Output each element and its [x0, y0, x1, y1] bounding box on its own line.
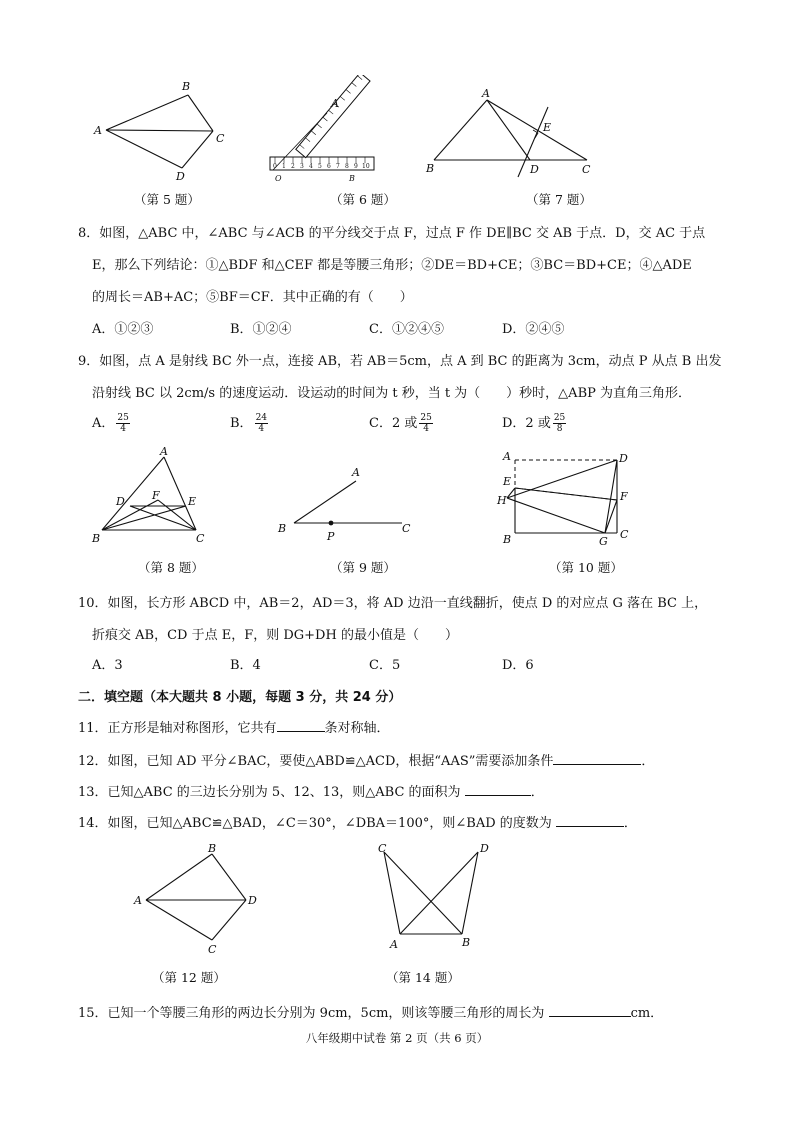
label-D: D [116, 495, 125, 508]
label-C: C [402, 522, 411, 535]
label-C: C [216, 132, 225, 145]
label-B: B [349, 174, 355, 183]
q10-option-d: D．6 [502, 658, 534, 673]
label-H: H [497, 494, 507, 507]
q9-line1: 9．如图，点 A 是射线 BC 外一点，连接 AB，若 AB＝5cm，点 A 到 BC 的距离为 3cm，动点 P 从点 B 出发 [78, 354, 722, 369]
figure-q10 [495, 448, 635, 548]
label-A: A [503, 450, 511, 463]
figure-q14 [370, 838, 505, 958]
caption-q9: （第 9 题） [330, 560, 396, 575]
q11: 11．正方形是轴对称图形，它共有 条对称轴． [78, 721, 390, 736]
section-heading: 二．填空题（本大题共 8 小题，每题 3 分，共 24 分） [78, 690, 402, 705]
figure-q9 [272, 460, 422, 545]
figure-q12 [130, 840, 270, 960]
label-C: C [196, 532, 205, 545]
caption-q8: （第 8 题） [138, 560, 204, 575]
label-A: A [390, 938, 398, 951]
q8-line3: 的周长＝AB+AC；⑤BF＝CF．其中正确的有（ ） [92, 290, 413, 305]
q8-option-d: D．②④⑤ [502, 322, 565, 337]
label-C: C [620, 528, 629, 541]
label-F: F [152, 489, 160, 502]
caption-q5: （第 5 题） [134, 192, 200, 207]
q14: 14．如图，已知△ABC≌△BAD，∠C＝30°，∠DBA＝100°，则∠BAD 的度数为 ． [78, 816, 637, 831]
label-A: A [134, 894, 142, 907]
label-A: A [331, 97, 339, 110]
q12: 12．如图，已知 AD 平分∠BAC，要使△ABD≌△ACD，根据“AAS”需要添加条件 ． [78, 754, 655, 769]
q15-blank[interactable] [549, 1004, 631, 1017]
q8-line2: E，那么下列结论：①△BDF 和△CEF 都是等腰三角形；②DE＝BD+CE；③BC＝BD+CE；④△ADE [92, 258, 692, 273]
label-E: E [543, 121, 552, 134]
q9-option-d: D．2 或 $\frac{25}{8}$ [502, 413, 566, 434]
ruler-num-4: 4 [309, 163, 313, 170]
label-B: B [462, 936, 471, 949]
label-B: B [426, 162, 435, 175]
ruler-num-5: 5 [318, 163, 322, 170]
caption-q12: （第 12 题） [152, 970, 226, 985]
ruler-num-0: 0 [273, 163, 277, 170]
label-F: F [620, 490, 628, 503]
ruler-num-10: 10 [362, 163, 370, 170]
label-B: B [278, 522, 287, 535]
q10-line2: 折痕交 AB，CD 于点 E，F，则 DG+DH 的最小值是（ ） [92, 628, 458, 643]
ruler-num-2: 2 [291, 163, 295, 170]
figure-q8 [88, 445, 213, 545]
ruler-num-7: 7 [336, 163, 340, 170]
q8-line1: 8．如图，△ABC 中，∠ABC 与∠ACB 的平分线交于点 F，过点 F 作 DE∥BC 交 AB 于点．D，交 AC 于点 [78, 226, 706, 241]
figure-q7 [422, 85, 597, 180]
label-D: D [248, 894, 257, 907]
figure-q6 [265, 75, 385, 185]
q12-blank[interactable] [553, 752, 641, 765]
label-E: E [188, 495, 197, 508]
label-B: B [503, 533, 512, 546]
q10-option-c: C．5 [369, 658, 401, 673]
caption-q7: （第 7 题） [526, 192, 592, 207]
q14-blank[interactable] [556, 814, 624, 827]
ruler-num-9: 9 [354, 163, 358, 170]
q10-option-a: A．3 [92, 658, 123, 673]
label-P: P [327, 530, 335, 543]
label-G: G [599, 535, 608, 548]
label-B: B [208, 842, 217, 855]
q8-option-b: B．①②④ [230, 322, 292, 337]
q10-option-b: B．4 [230, 658, 261, 673]
figure-q5 [92, 78, 227, 183]
label-B: B [182, 80, 191, 93]
q11-blank[interactable] [277, 719, 325, 732]
q9-option-a: A． $\frac{25}{4}$ [92, 413, 129, 434]
label-E: E [503, 475, 512, 488]
caption-q14: （第 14 题） [386, 970, 460, 985]
label-C: C [582, 163, 591, 176]
ruler-num-6: 6 [327, 163, 331, 170]
label-A: A [94, 124, 102, 137]
label-D: D [480, 842, 489, 855]
label-A: A [160, 445, 168, 458]
q8-option-a: A．①②③ [92, 322, 154, 337]
label-D: D [176, 170, 185, 183]
label-B: B [92, 532, 101, 545]
q13-blank[interactable] [465, 783, 531, 796]
label-A: A [482, 87, 490, 100]
q10-line1: 10．如图，长方形 ABCD 中，AB＝2，AD＝3，将 AD 边沿一直线翻折，使点 D 的对应点 G 落在 BC 上， [78, 596, 708, 611]
q9-option-b: B． $\frac{24}{4}$ [230, 413, 268, 434]
label-D: D [619, 452, 628, 465]
label-O: O [275, 174, 282, 183]
q13: 13．已知△ABC 的三边长分别为 5、12、13，则△ABC 的面积为 ． [78, 785, 544, 800]
page-footer: 八年级期中试卷 第 2 页（共 6 页） [305, 1031, 489, 1045]
caption-q10: （第 10 题） [549, 560, 623, 575]
label-A: A [352, 466, 360, 479]
q9-option-c: C．2 或 $\frac{25}{4}$ [369, 413, 432, 434]
caption-q6: （第 6 题） [330, 192, 396, 207]
ruler-num-8: 8 [345, 163, 349, 170]
label-C: C [378, 842, 387, 855]
label-C: C [208, 943, 217, 956]
label-D: D [530, 163, 539, 176]
q9-line2: 沿射线 BC 以 2cm/s 的速度运动．设运动的时间为 t 秒，当 t 为（ ）秒时，△ABP 为直角三角形． [92, 386, 691, 401]
q8-option-c: C．①②④⑤ [369, 322, 444, 337]
ruler-num-3: 3 [300, 163, 304, 170]
ruler-num-1: 1 [282, 163, 286, 170]
q15: 15．已知一个等腰三角形的两边长分别为 9cm，5cm，则该等腰三角形的周长为 cm． [78, 1006, 664, 1021]
